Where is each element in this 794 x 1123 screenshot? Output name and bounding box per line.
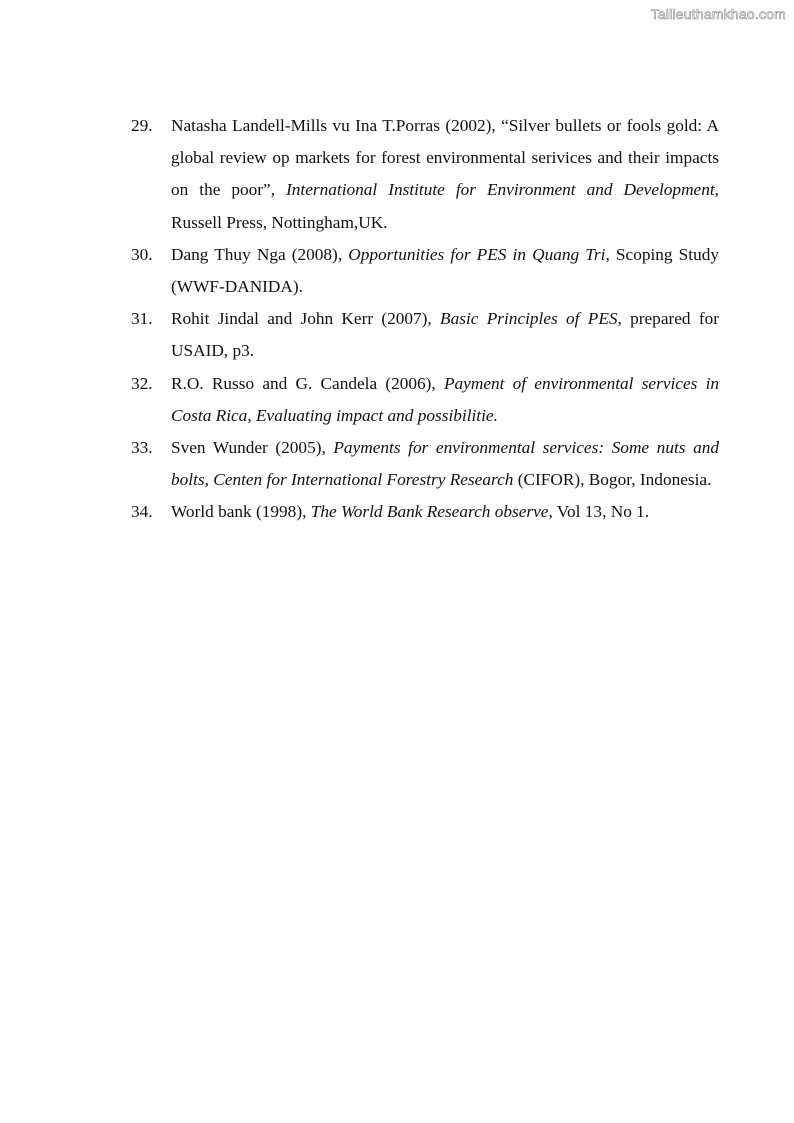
reference-item [131, 368, 719, 432]
reference-text [171, 502, 649, 521]
reference-segment: World bank (1998), [171, 502, 311, 522]
reference-text [171, 116, 719, 232]
reference-italic-segment: The World Bank Research observe [310, 502, 549, 522]
reference-segment: (CIFOR), Bogor, Indonesia. [513, 470, 712, 490]
reference-italic-segment: Opportunities for PES in Quang Tri [348, 244, 606, 264]
reference-segment: , Scoping Study (WWF-DANIDA). [171, 244, 720, 297]
reference-number: 31. [131, 309, 153, 329]
reference-italic-segment: Basic Principles of PES [440, 309, 618, 329]
reference-segment: Sven Wunder (2005), [171, 438, 334, 458]
reference-number: 30. [131, 244, 153, 264]
reference-item [131, 110, 719, 239]
reference-segment: , Russell Press, Nottingham,UK. [171, 180, 719, 232]
reference-segment: R.O. Russo and G. Candela (2006), [171, 373, 444, 393]
reference-italic-segment: , International Institute for Environment and Development [270, 180, 715, 200]
reference-text [171, 309, 719, 360]
reference-segment: , prepared for USAID, p3. [171, 309, 719, 361]
reference-list [131, 110, 719, 529]
reference-segment: Rohit Jindal and John Kerr (2007), [171, 309, 441, 329]
reference-text [171, 245, 719, 296]
reference-item [131, 239, 719, 303]
reference-number: 34. [131, 502, 153, 522]
reference-segment: , Vol 13, No 1. [548, 502, 650, 522]
reference-number: 33. [131, 438, 153, 458]
reference-text [171, 438, 719, 489]
reference-item [131, 496, 719, 528]
reference-segment: Natasha Landell-Mills vu Ina T.Porras (2002), “Silver bullets or fools gold: A global review op markets for forest environmental serivices and their impacts on the poor” [171, 116, 719, 200]
reference-italic-segment: Payments for environmental services: Some nuts and bolts, Centen for International Forestry Research [171, 438, 719, 490]
reference-item [131, 432, 719, 496]
reference-item [131, 303, 719, 367]
reference-segment: Dang Thuy Nga (2008), [171, 244, 349, 264]
reference-italic-segment: Payment of environmental services in Costa Rica, Evaluating impact and possibilitie. [171, 373, 720, 425]
reference-number: 32. [131, 373, 153, 393]
watermark-text: Tailieuthamkhao.com [650, 6, 786, 22]
reference-text [171, 374, 719, 425]
reference-number: 29. [131, 116, 153, 135]
